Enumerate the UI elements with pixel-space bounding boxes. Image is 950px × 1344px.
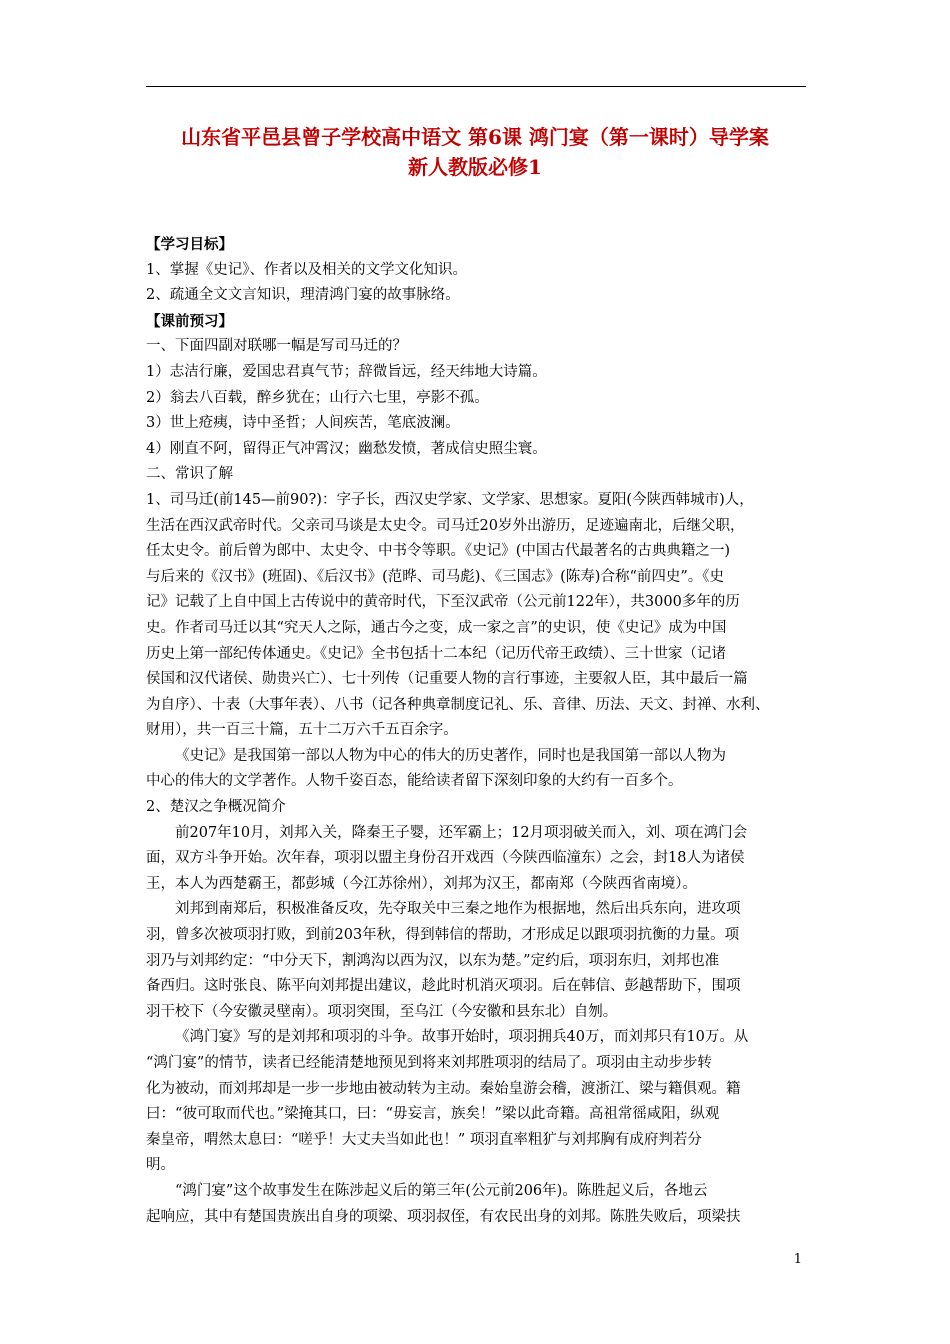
text-line: 财用），共一百三十篇，五十二万六千五百余字。 xyxy=(146,722,458,739)
text-line: 曰：“彼可取而代也。”梁掩其口，曰：“毋妄言，族矣！”梁以此奇籍。高祖常徭咸阳，纵观 xyxy=(146,1106,720,1123)
text-line: 生活在西汉武帝时代。父亲司马谈是太史令。司马迁20岁外出游历，足迹遍南北，后继父职， xyxy=(146,517,745,534)
page-number: 1 xyxy=(793,1252,802,1267)
text-line: 为自序）、十表（大事年表）、八书（记各种典章制度记礼、乐、音律、历法、天文、封禅、水利、 xyxy=(146,696,770,713)
header-rule xyxy=(146,86,806,87)
text-line: “鸿门宴”这个故事发生在陈涉起义后的第三年(公元前206年)。陈胜起义后，各地云 xyxy=(175,1182,708,1199)
document-title xyxy=(100,122,850,182)
text-line: 史。作者司马迁以其“究天人之际，通古今之变，成一家之言”的史识，使《史记》成为中国 xyxy=(146,619,727,636)
title-line-1: 山东省平邑县曾子学校高中语文 第6课 鸿门宴（第一课时）导学案 xyxy=(181,125,769,149)
text-line: 秦皇帝，喟然太息曰：“嗟乎！大丈夫当如此也！” 项羽直率粗犷与刘邦胸有成府判若分 xyxy=(146,1131,702,1148)
text-line: 中心的伟大的文学著作。人物千姿百态，能给读者留下深刻印象的大约有一百多个。 xyxy=(146,773,683,790)
text-line: 2、楚汉之争概况简介 xyxy=(146,799,286,816)
text-line: 2）翁去八百载，醉乡犹在；山行六七里，亭影不孤。 xyxy=(146,389,489,406)
text-line: 羽，曾多次被项羽打败，到前203年秋，得到韩信的帮助，才形成足以跟项羽抗衡的力量。项 xyxy=(146,927,740,944)
text-line: 与后来的《汉书》(班固)、《后汉书》(范晔、司马彪)、《三国志》(陈寿)合称“前四史”。《史 xyxy=(146,568,725,585)
text-line: 羽干校下（今安徽灵壁南）。项羽突围，至乌江（今安徽和县东北）自刎。 xyxy=(146,1003,618,1020)
text-line: 起响应，其中有楚国贵族出自身的项梁、项羽叔侄，有农民出身的刘邦。陈胜失败后，项梁扶 xyxy=(146,1208,741,1225)
text-line: 3）世上疮痍，诗中圣哲；人间疾苦，笔底波澜。 xyxy=(146,415,460,432)
text-line: 二、常识了解 xyxy=(146,466,233,483)
document-body xyxy=(146,232,812,1230)
text-line: 侯国和汉代诸侯、勋贵兴亡）、七十列传（记重要人物的言行事迹，主要叙人臣，其中最后一篇 xyxy=(146,671,748,688)
text-line: 羽乃与刘邦约定：“中分天下，割鸿沟以西为汉，以东为楚。”定约后，项羽东归，刘邦也准 xyxy=(146,952,720,969)
text-line: 历史上第一部纪传体通史。《史记》全书包括十二本纪（记历代帝王政绩）、三十世家（记诸 xyxy=(146,645,726,662)
text-line: 1、司马迁(前145—前90?)：字子长，西汉史学家、文学家、思想家。夏阳(今陕西韩城市)人， xyxy=(146,491,754,508)
text-line: 《史记》是我国第一部以人物为中心的伟大的历史著作，同时也是我国第一部以人物为 xyxy=(175,747,726,764)
title-line-2: 新人教版必修1 xyxy=(408,155,542,179)
text-line: 4）刚直不阿，留得正气冲霄汉；幽愁发愤，著成信史照尘寰。 xyxy=(146,440,547,457)
text-line: 任太史令。前后曾为郎中、太史令、中书令等职。《史记》(中国古代最著名的古典典籍之一) xyxy=(146,543,731,560)
text-line: 记》记载了上自中国上古传说中的黄帝时代，下至汉武帝（公元前122年），共3000多年的历 xyxy=(146,594,740,611)
text-line: 化为被动，而刘邦却是一步一步地由被动转为主动。秦始皇游会稽，渡浙江、梁与籍俱观。籍 xyxy=(146,1080,741,1097)
section-heading: 【学习目标】 xyxy=(146,236,233,253)
text-line: 王，本人为西楚霸王，都彭城（今江苏徐州），刘邦为汉王，都南郑（今陕西省南境）。 xyxy=(146,875,697,892)
text-line: 2、疏通全文文言知识，理清鸿门宴的故事脉络。 xyxy=(146,287,460,304)
text-line: 明。 xyxy=(146,1157,175,1174)
text-line: 《鸿门宴》写的是刘邦和项羽的斗争。故事开始时，项羽拥兵40万，而刘邦只有10万。从 xyxy=(175,1029,749,1046)
text-line: 1、掌握《史记》、作者以及相关的文学文化知识。 xyxy=(146,261,467,278)
text-line: 面，双方斗争开始。次年春，项羽以盟主身份召开戏西（今陕西临潼东）之会，封18人为诸侯 xyxy=(146,850,745,867)
text-line: 前207年10月，刘邦入关，降秦王子婴，还军霸上；12月项羽破关而入，刘、项在鸿门会 xyxy=(175,824,748,841)
text-line: 一、下面四副对联哪一幅是写司马迁的？ xyxy=(146,338,407,355)
text-line: 备西归。这时张良、陈平向刘邦提出建议，趁此时机消灭项羽。后在韩信、彭越帮助下，围项 xyxy=(146,978,741,995)
section-heading: 【课前预习】 xyxy=(146,312,233,330)
text-line: 1）志洁行廉，爱国忠君真气节；辞微旨远，经天纬地大诗篇。 xyxy=(146,363,547,380)
text-line: “鸿门宴”的情节，读者已经能清楚地预见到将来刘邦胜项羽的结局了。项羽由主动步步转 xyxy=(146,1055,712,1071)
text-line: 刘邦到南郑后，积极准备反攻，先夺取关中三秦之地作为根据地，然后出兵东向，进攻项 xyxy=(175,901,741,918)
